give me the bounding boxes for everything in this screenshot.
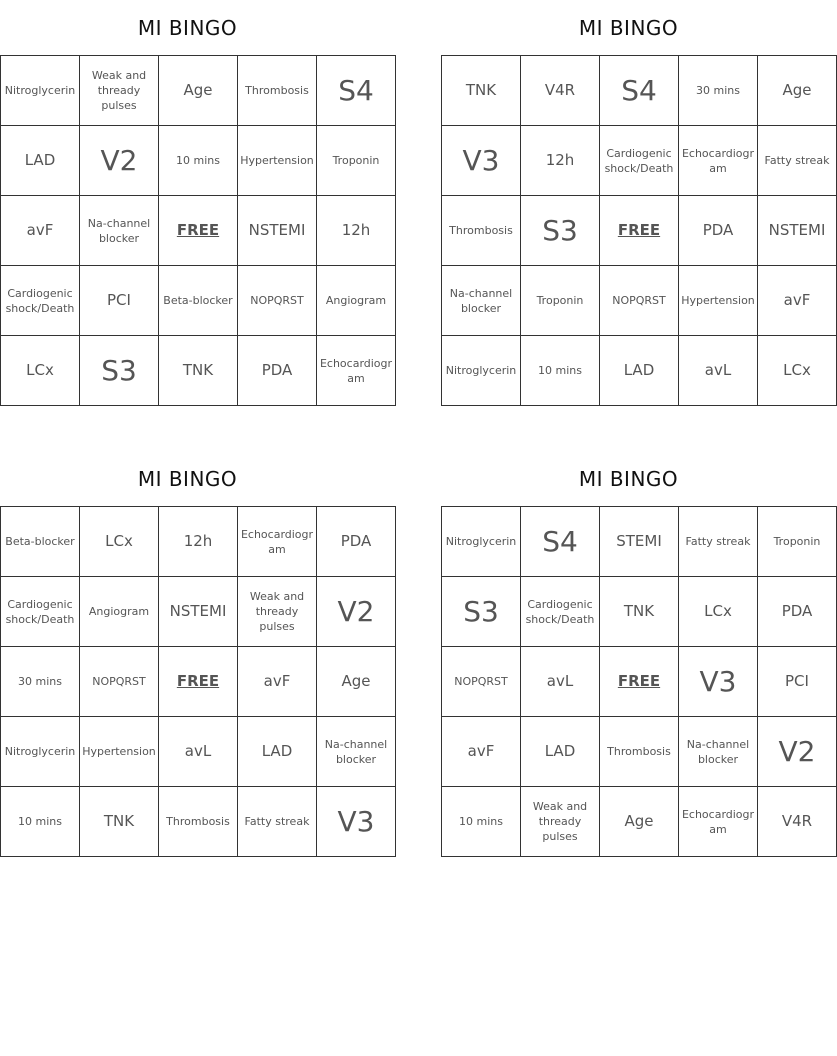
bingo-cell: Echocardiogram [679, 126, 758, 196]
bingo-card-4 [441, 451, 821, 857]
free-space-cell: FREE [159, 196, 238, 266]
bingo-cell: V3 [442, 126, 521, 196]
bingo-cell: Fatty streak [238, 787, 317, 857]
bingo-card-2 [441, 0, 830, 406]
bingo-cell: TNK [600, 577, 679, 647]
bingo-cell: Na-channel blocker [442, 266, 521, 336]
bingo-cell: S4 [317, 56, 396, 126]
bingo-cell: PDA [317, 507, 396, 577]
bingo-cell: 30 mins [679, 56, 758, 126]
bingo-cell: Cardiogenic shock/Death [1, 266, 80, 336]
bingo-cell: avF [758, 266, 837, 336]
bingo-cell: Weak and thready pulses [521, 787, 600, 857]
bingo-cell: Weak and thready pulses [80, 56, 159, 126]
grid-row [442, 336, 837, 406]
bingo-cell: Angiogram [317, 266, 396, 336]
bingo-cell: avF [238, 647, 317, 717]
bingo-card-1 [0, 0, 393, 406]
bingo-cell: Fatty streak [679, 507, 758, 577]
bingo-cell: PCI [80, 266, 159, 336]
grid-row [442, 507, 837, 577]
bingo-cell: S4 [521, 507, 600, 577]
bingo-cell: V2 [317, 577, 396, 647]
bingo-cell: Na-channel blocker [679, 717, 758, 787]
grid-row [1, 787, 396, 857]
grid-row [1, 126, 396, 196]
bingo-cell: PDA [758, 577, 837, 647]
bingo-cell: 10 mins [521, 336, 600, 406]
bingo-cell: NOPQRST [238, 266, 317, 336]
bingo-card-3 [0, 451, 388, 857]
bingo-cell: S3 [80, 336, 159, 406]
bingo-cell: TNK [159, 336, 238, 406]
bingo-cell: Thrombosis [442, 196, 521, 266]
grid-row [442, 577, 837, 647]
bingo-cell: Cardiogenic shock/Death [1, 577, 80, 647]
bingo-cell: LAD [521, 717, 600, 787]
bingo-cell: avL [679, 336, 758, 406]
bingo-cell: Echocardiogram [238, 507, 317, 577]
bingo-cell: PCI [758, 647, 837, 717]
grid-row [442, 126, 837, 196]
grid-row [442, 56, 837, 126]
card-title: MI BINGO [137, 16, 238, 40]
bingo-cell: 10 mins [159, 126, 238, 196]
bingo-cell: 10 mins [442, 787, 521, 857]
bingo-cell: NSTEMI [159, 577, 238, 647]
free-space-cell: FREE [159, 647, 238, 717]
bingo-cell: V2 [758, 717, 837, 787]
grid-row [442, 647, 837, 717]
card-title: MI BINGO [578, 16, 679, 40]
bingo-cell: Nitroglycerin [1, 56, 80, 126]
bingo-cell: LCx [758, 336, 837, 406]
bingo-cell: S3 [442, 577, 521, 647]
bingo-grid [441, 55, 837, 406]
grid-row [442, 196, 837, 266]
bingo-cell: LCx [80, 507, 159, 577]
free-space-cell: FREE [600, 196, 679, 266]
bingo-cell: Beta-blocker [1, 507, 80, 577]
bingo-cell: LAD [238, 717, 317, 787]
grid-row [442, 266, 837, 336]
bingo-grid [441, 506, 837, 857]
bingo-cell: Nitroglycerin [442, 507, 521, 577]
bingo-cell: Hypertension [679, 266, 758, 336]
bingo-cell: Cardiogenic shock/Death [521, 577, 600, 647]
bingo-cell: avF [1, 196, 80, 266]
grid-row [1, 336, 396, 406]
bingo-grid [0, 55, 396, 406]
bingo-cell: Na-channel blocker [80, 196, 159, 266]
bingo-cell: 30 mins [1, 647, 80, 717]
bingo-cell: Thrombosis [600, 717, 679, 787]
bingo-cell: Fatty streak [758, 126, 837, 196]
bingo-cell: V2 [80, 126, 159, 196]
bingo-cell: Hypertension [80, 717, 159, 787]
bingo-cell: Cardiogenic shock/Death [600, 126, 679, 196]
grid-row [1, 507, 396, 577]
bingo-cell: Nitroglycerin [442, 336, 521, 406]
bingo-cell: avL [159, 717, 238, 787]
bingo-cell: Age [317, 647, 396, 717]
bingo-cell: STEMI [600, 507, 679, 577]
grid-row [442, 717, 837, 787]
bingo-cell: LAD [600, 336, 679, 406]
bingo-cell: Age [600, 787, 679, 857]
bingo-cell: V4R [758, 787, 837, 857]
bingo-cell: Age [159, 56, 238, 126]
bingo-cell: S3 [521, 196, 600, 266]
bingo-cell: LCx [679, 577, 758, 647]
grid-row [1, 577, 396, 647]
bingo-cell: Thrombosis [159, 787, 238, 857]
grid-row [1, 196, 396, 266]
bingo-cell: NOPQRST [600, 266, 679, 336]
bingo-cell: Echocardiogram [679, 787, 758, 857]
bingo-grid [0, 506, 396, 857]
bingo-cell: PDA [679, 196, 758, 266]
card-title: MI BINGO [137, 467, 238, 491]
bingo-cell: Thrombosis [238, 56, 317, 126]
bingo-cell: NOPQRST [80, 647, 159, 717]
bingo-cell: Na-channel blocker [317, 717, 396, 787]
bingo-cell: V3 [317, 787, 396, 857]
bingo-cell: NOPQRST [442, 647, 521, 717]
bingo-cell: LCx [1, 336, 80, 406]
bingo-cell: PDA [238, 336, 317, 406]
free-space-cell: FREE [600, 647, 679, 717]
bingo-cell: Troponin [317, 126, 396, 196]
bingo-cell: Angiogram [80, 577, 159, 647]
card-title: MI BINGO [578, 467, 679, 491]
bingo-cell: NSTEMI [238, 196, 317, 266]
grid-row [1, 647, 396, 717]
bingo-cell: TNK [442, 56, 521, 126]
bingo-cell: Age [758, 56, 837, 126]
grid-row [1, 266, 396, 336]
bingo-cell: Weak and thready pulses [238, 577, 317, 647]
bingo-cell: TNK [80, 787, 159, 857]
bingo-cell: avL [521, 647, 600, 717]
bingo-cell: 10 mins [1, 787, 80, 857]
grid-row [1, 717, 396, 787]
bingo-cell: LAD [1, 126, 80, 196]
bingo-cell: Troponin [521, 266, 600, 336]
bingo-cell: NSTEMI [758, 196, 837, 266]
bingo-cell: Hypertension [238, 126, 317, 196]
bingo-cell: Echocardiogram [317, 336, 396, 406]
bingo-cell: 12h [317, 196, 396, 266]
bingo-cell: S4 [600, 56, 679, 126]
bingo-cell: Nitroglycerin [1, 717, 80, 787]
bingo-cell: Beta-blocker [159, 266, 238, 336]
bingo-cell: 12h [521, 126, 600, 196]
bingo-cell: V3 [679, 647, 758, 717]
grid-row [442, 787, 837, 857]
bingo-cell: Troponin [758, 507, 837, 577]
grid-row [1, 56, 396, 126]
bingo-cell: V4R [521, 56, 600, 126]
bingo-cell: 12h [159, 507, 238, 577]
bingo-cell: avF [442, 717, 521, 787]
